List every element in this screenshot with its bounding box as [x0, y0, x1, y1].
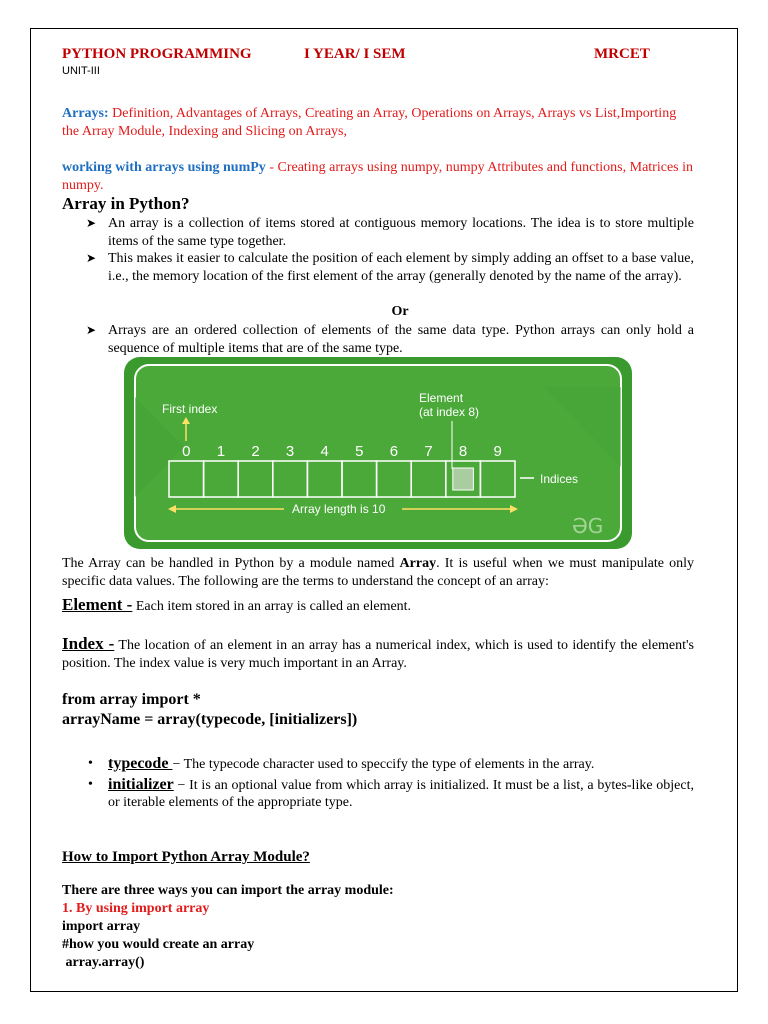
code-line: import array — [62, 919, 141, 934]
bullet-text: Arrays are an ordered collection of elements of the same data type. Python arrays can only hold a sequence of multiple items that are of the same type. — [108, 323, 694, 356]
highlighted-element — [453, 468, 474, 490]
header-subject: PYTHON PROGRAMMING — [62, 46, 252, 62]
section-heading-array: Array in Python? — [62, 194, 190, 213]
intro-paragraph — [62, 555, 694, 590]
topics-numpy — [62, 159, 694, 194]
param-list — [86, 755, 694, 812]
code-line: array.array() — [62, 955, 145, 970]
bullet-list — [86, 322, 694, 357]
term-index — [62, 635, 694, 672]
arrow-bullet-icon: ➤ — [86, 323, 97, 337]
bullet-dot-icon: • — [88, 776, 93, 792]
unit-label: UNIT-III — [62, 65, 100, 77]
code-line: arrayName = array(typecode, [initializers]) — [62, 711, 358, 728]
index-label: 6 — [389, 443, 399, 460]
indices-label: Indices — [540, 472, 579, 486]
bullet-list — [86, 215, 694, 285]
import-heading: How to Import Python Array Module? — [62, 849, 310, 865]
param-title: typecode — [108, 755, 173, 772]
param-text: − The typecode character used to speccify the type of elements in the array. — [172, 757, 595, 772]
array-diagram-svg — [124, 357, 632, 549]
first-index-label: First index — [162, 402, 218, 416]
term-element — [62, 596, 694, 616]
header-year: I YEAR/ I SEM — [304, 46, 406, 62]
element-label-index: (at index 8) — [419, 405, 480, 419]
topics-arrays-text: Definition, Advantages of Arrays, Creating an Array, Operations on Arrays, Arrays vs List,Importing the Array Module, Indexing and Slicing on Arrays, — [62, 106, 677, 139]
term-element-title: Element - — [62, 595, 133, 614]
index-label: 8 — [458, 443, 468, 460]
code-line: from array import * — [62, 691, 201, 708]
topics-arrays — [62, 105, 694, 140]
gfg-logo: ƏG — [572, 514, 604, 538]
param-title: initializer — [108, 775, 174, 793]
param-item — [86, 776, 694, 812]
bullet-dot-icon: • — [88, 756, 93, 771]
index-label: 5 — [355, 443, 364, 460]
array-diagram — [124, 357, 632, 549]
arrow-bullet-icon: ➤ — [86, 216, 97, 230]
topics-arrays-label: Arrays: — [62, 106, 109, 121]
header-institute: MRCET — [594, 46, 650, 62]
bullet-item — [86, 250, 694, 285]
topics-numpy-text: - Creating arrays using numpy, numpy Attributes and functions, Matrices in numpy. — [62, 160, 693, 193]
import-intro: There are three ways you can import the array module: — [62, 883, 394, 898]
code-line: #how you would create an array — [62, 937, 255, 952]
bullet-item — [86, 215, 694, 250]
term-index-text: The location of an element in an array has a numerical index, which is used to identify the element's position. The index value is very much important in an Array. — [62, 638, 694, 671]
param-text: − It is an optional value from which array is initialized. It must be a list, a bytes-like object, or iterable elements of the appropriate type. — [108, 777, 694, 810]
index-label: 4 — [320, 443, 329, 460]
index-label: 0 — [182, 443, 191, 460]
index-label: 1 — [216, 443, 226, 460]
bullet-item — [86, 322, 694, 357]
index-label: 2 — [251, 443, 260, 460]
index-label: 9 — [493, 443, 502, 460]
bullet-text: An array is a collection of items stored at contiguous memory locations. The idea is to store multiple items of the same type together. — [108, 216, 694, 249]
intro-text-a: The Array can be handled in Python by a module named — [62, 556, 400, 571]
intro-bold: Array — [399, 556, 437, 571]
topics-numpy-label: working with arrays using numPy — [62, 160, 266, 175]
array-length-label: Array length is 10 — [292, 502, 386, 516]
bullet-text: This makes it easier to calculate the position of each element by simply adding an offset to a base value, i.e., the memory location of the first element of the array (generally denoted by the name of the array). — [108, 251, 694, 284]
or-separator: Or — [391, 304, 409, 319]
index-label: 3 — [285, 443, 295, 460]
arrow-bullet-icon: ➤ — [86, 251, 97, 265]
param-item — [86, 755, 694, 774]
import-method-1: 1. By using import array — [62, 901, 210, 916]
term-index-title: Index - — [62, 634, 115, 653]
intro-text-b: . It is useful when we must manipulate only specific data values. The following are the terms to understand the concept of an array: — [62, 556, 694, 589]
term-element-text: Each item stored in an array is called an element. — [132, 599, 412, 614]
element-label: Element — [419, 391, 464, 405]
index-label: 7 — [424, 443, 433, 460]
